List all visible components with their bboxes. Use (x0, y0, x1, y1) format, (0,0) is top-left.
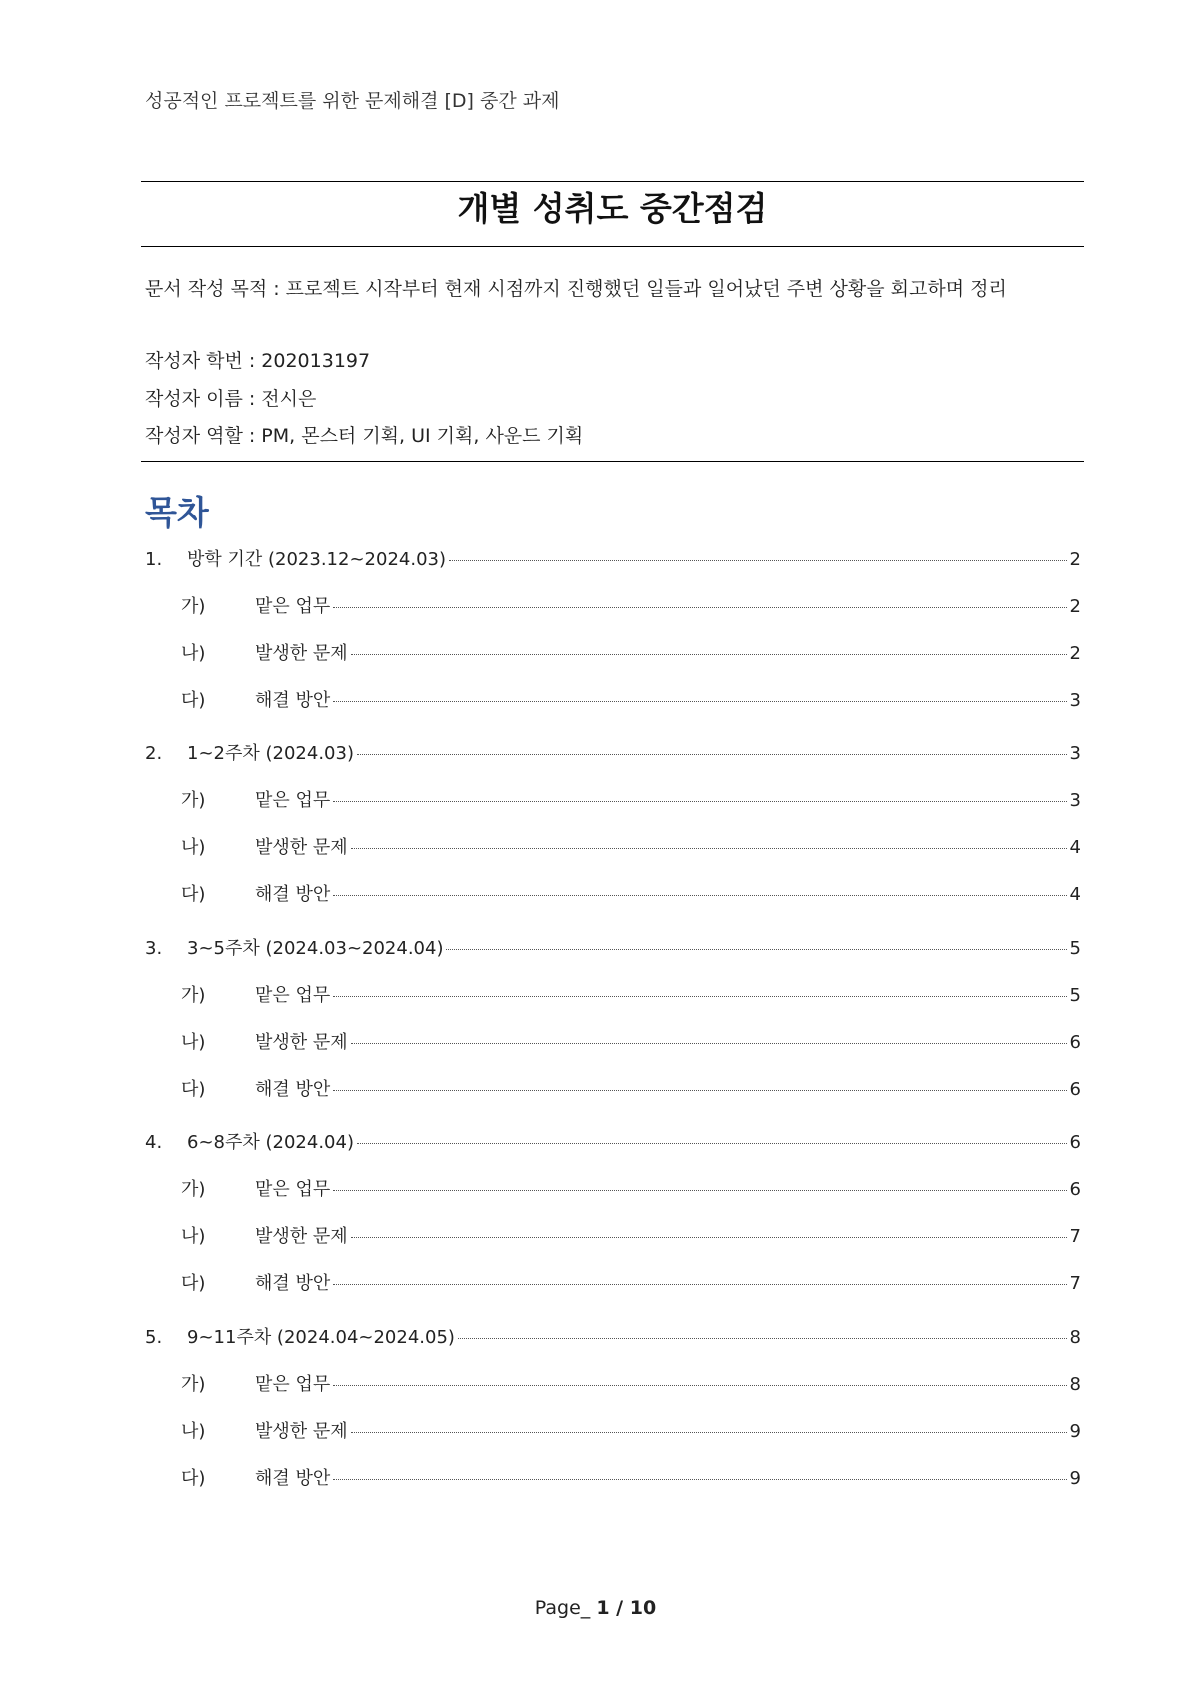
toc-entry-number: 나) (181, 1032, 206, 1053)
toc-leader-dots (357, 754, 1067, 755)
toc-entry-page: 9 (1069, 1468, 1081, 1489)
toc-entry-number: 2. (145, 743, 163, 764)
toc-entry-number: 가) (181, 985, 206, 1006)
toc-entry-title: 해결 방안 (255, 1468, 331, 1489)
toc-entry-title: 맡은 업무 (255, 1374, 331, 1395)
page-header: 성공적인 프로젝트를 위한 문제해결 [D] 중간 과제 (145, 90, 560, 112)
toc-subsection-3-2[interactable] (181, 1028, 1081, 1054)
toc-entry-page: 3 (1069, 743, 1081, 764)
toc-leader-dots (458, 1338, 1067, 1339)
toc-subsection-4-1[interactable] (181, 1175, 1081, 1201)
toc-leader-dots (351, 848, 1067, 849)
toc-leader-dots (333, 1479, 1066, 1480)
toc-leader-dots (333, 701, 1066, 702)
toc-subsection-5-2[interactable] (181, 1417, 1081, 1443)
toc-entry-title: 해결 방안 (255, 1079, 331, 1100)
toc-leader-dots (333, 895, 1066, 896)
toc-entry-page: 8 (1069, 1327, 1081, 1348)
page-footer (0, 1597, 1191, 1619)
author-student-id: 작성자 학번 : 202013197 (145, 350, 371, 372)
toc-entry-page: 3 (1069, 690, 1081, 711)
toc-entry-page: 8 (1069, 1374, 1081, 1395)
toc-entry-number: 다) (181, 1468, 206, 1489)
toc-entry-title: 발생한 문제 (255, 1421, 348, 1442)
toc-entry-page: 4 (1069, 837, 1081, 858)
toc-entry-number: 가) (181, 1179, 206, 1200)
toc-entry-title: 해결 방안 (255, 1273, 331, 1294)
toc-entry-page: 7 (1069, 1273, 1081, 1294)
document-title: 개별 성취도 중간점검 (457, 189, 768, 228)
toc-entry-number: 3. (145, 938, 163, 959)
toc-subsection-3-1[interactable] (181, 981, 1081, 1007)
toc-entry-title: 3~5주차 (2024.03~2024.04) (187, 938, 444, 959)
toc-entry-page: 6 (1069, 1179, 1081, 1200)
toc-entry-page: 3 (1069, 790, 1081, 811)
toc-entry-number: 다) (181, 884, 206, 905)
toc-entry-number: 다) (181, 1079, 206, 1100)
toc-entry-title: 발생한 문제 (255, 837, 348, 858)
toc-leader-dots (333, 607, 1066, 608)
toc-entry-title: 9~11주차 (2024.04~2024.05) (187, 1327, 455, 1348)
toc-entry-title: 맡은 업무 (255, 985, 331, 1006)
toc-entry-title: 해결 방안 (255, 690, 331, 711)
toc-entry-title: 발생한 문제 (255, 643, 348, 664)
toc-entry-title: 방학 기간 (2023.12~2024.03) (187, 549, 446, 570)
toc-section-2[interactable] (145, 739, 1081, 765)
toc-subsection-1-2[interactable] (181, 639, 1081, 665)
toc-entry-title: 6~8주차 (2024.04) (187, 1132, 354, 1153)
toc-entry-number: 나) (181, 643, 206, 664)
toc-leader-dots (351, 1043, 1067, 1044)
toc-leader-dots (351, 654, 1067, 655)
toc-section-4[interactable] (145, 1128, 1081, 1154)
toc-leader-dots (333, 1284, 1066, 1285)
toc-entry-number: 1. (145, 549, 163, 570)
toc-subsection-2-3[interactable] (181, 880, 1081, 906)
toc-leader-dots (333, 996, 1066, 997)
toc-leader-dots (357, 1143, 1067, 1144)
toc-entry-title: 1~2주차 (2024.03) (187, 743, 354, 764)
toc-entry-page: 7 (1069, 1226, 1081, 1247)
toc-subsection-3-3[interactable] (181, 1075, 1081, 1101)
toc-subsection-2-1[interactable] (181, 786, 1081, 812)
title-top-rule (141, 181, 1084, 182)
toc-leader-dots (351, 1432, 1067, 1433)
footer-page-number: 1 / 10 (596, 1597, 657, 1619)
author-name: 작성자 이름 : 전시은 (145, 388, 317, 410)
toc-entry-title: 맡은 업무 (255, 1179, 331, 1200)
toc-leader-dots (333, 1385, 1066, 1386)
footer-prefix: Page_ (534, 1597, 597, 1619)
toc-entry-number: 4. (145, 1132, 163, 1153)
toc-entry-page: 2 (1069, 643, 1081, 664)
toc-entry-number: 가) (181, 790, 206, 811)
toc-subsection-5-1[interactable] (181, 1370, 1081, 1396)
toc-entry-number: 나) (181, 1226, 206, 1247)
toc-subsection-1-1[interactable] (181, 592, 1081, 618)
toc-entry-number: 나) (181, 1421, 206, 1442)
toc-entry-page: 6 (1069, 1032, 1081, 1053)
toc-leader-dots (333, 801, 1066, 802)
toc-heading: 목차 (145, 493, 209, 532)
toc-leader-dots (333, 1190, 1066, 1191)
toc-entry-number: 다) (181, 1273, 206, 1294)
meta-bottom-rule (141, 461, 1084, 462)
toc-leader-dots (351, 1237, 1067, 1238)
toc-subsection-4-3[interactable] (181, 1269, 1081, 1295)
toc-entry-number: 5. (145, 1327, 163, 1348)
toc-entry-number: 가) (181, 596, 206, 617)
toc-leader-dots (449, 560, 1067, 561)
toc-entry-page: 9 (1069, 1421, 1081, 1442)
toc-entry-title: 맡은 업무 (255, 596, 331, 617)
toc-entry-page: 6 (1069, 1132, 1081, 1153)
toc-entry-page: 4 (1069, 884, 1081, 905)
toc-entry-page: 5 (1069, 985, 1081, 1006)
toc-entry-number: 나) (181, 837, 206, 858)
toc-section-5[interactable] (145, 1323, 1081, 1349)
toc-section-3[interactable] (145, 934, 1081, 960)
toc-leader-dots (333, 1090, 1066, 1091)
toc-entry-number: 가) (181, 1374, 206, 1395)
author-role: 작성자 역할 : PM, 몬스터 기획, UI 기획, 사운드 기획 (145, 425, 584, 447)
toc-entry-page: 2 (1069, 596, 1081, 617)
document-purpose: 문서 작성 목적 : 프로젝트 시작부터 현재 시점까지 진행했던 일들과 일어났던 주변 상황을 회고하며 정리 (145, 278, 1007, 300)
toc-section-1[interactable] (145, 545, 1081, 571)
toc-entry-title: 해결 방안 (255, 884, 331, 905)
toc-subsection-4-2[interactable] (181, 1222, 1081, 1248)
toc-subsection-1-3[interactable] (181, 686, 1081, 712)
toc-entry-title: 발생한 문제 (255, 1032, 348, 1053)
toc-leader-dots (446, 949, 1066, 950)
title-bottom-rule (141, 246, 1084, 247)
toc-entry-page: 6 (1069, 1079, 1081, 1100)
toc-entry-page: 5 (1069, 938, 1081, 959)
toc-subsection-2-2[interactable] (181, 833, 1081, 859)
toc-subsection-5-3[interactable] (181, 1464, 1081, 1490)
toc-entry-title: 맡은 업무 (255, 790, 331, 811)
toc-entry-page: 2 (1069, 549, 1081, 570)
toc-entry-number: 다) (181, 690, 206, 711)
toc-entry-title: 발생한 문제 (255, 1226, 348, 1247)
